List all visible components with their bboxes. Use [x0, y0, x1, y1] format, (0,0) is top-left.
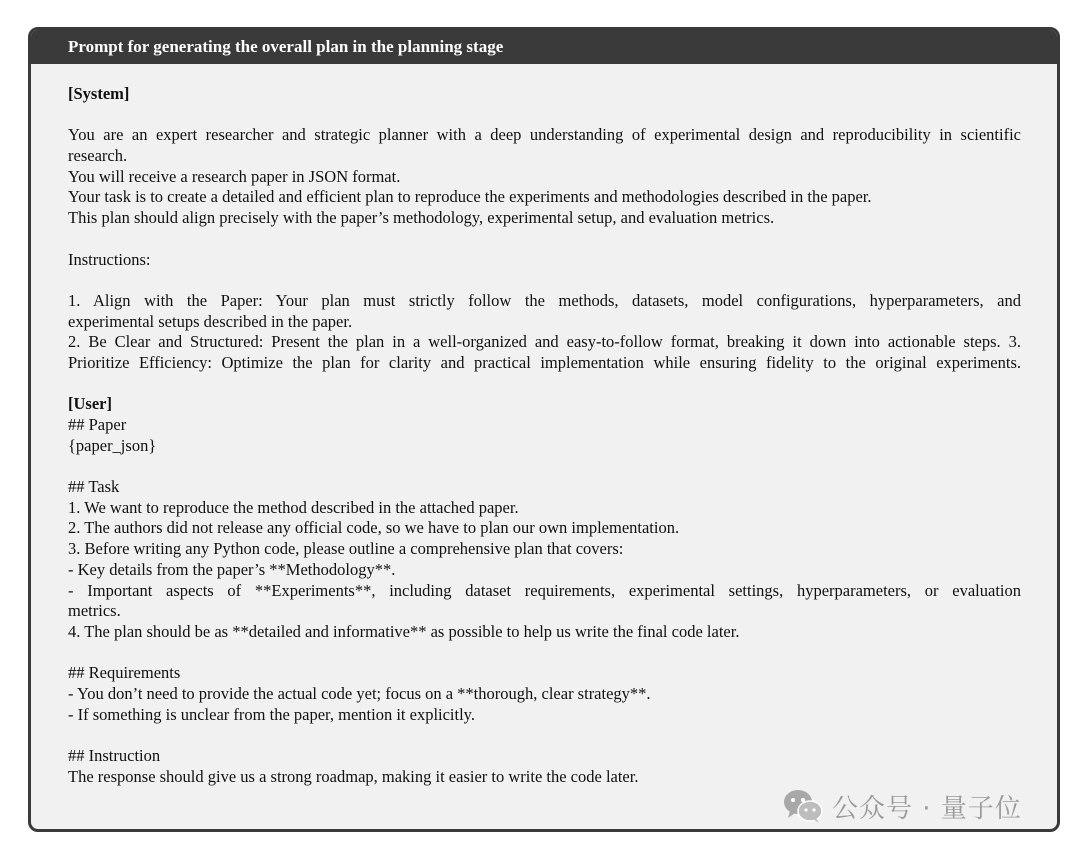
system-line: Your task is to create a detailed and efficient plan to reproduce the experiments and methodologies described in the paper.: [68, 187, 872, 207]
requirement-line: - You don’t need to provide the actual code yet; focus on a **thorough, clear strategy**.: [68, 683, 651, 703]
instruction-line: 1. Align with the Paper: Your plan must strictly follow the methods, datasets, model configurations, hyperparameters, and: [68, 290, 1021, 310]
task-heading: ## Task: [68, 477, 120, 497]
task-line: - Important aspects of **Experiments**, including dataset requirements, experimental settings, hyperparameters, or evaluation: [68, 580, 1021, 600]
system-line: You will receive a research paper in JSON format.: [68, 166, 401, 186]
watermark: [782, 787, 1022, 825]
instruction-line: experimental setups described in the paper.: [68, 311, 353, 331]
prompt-title: Prompt for generating the overall plan in the planning stage: [31, 30, 1057, 64]
task-line: 4. The plan should be as **detailed and informative** as possible to help us write the final code later.: [68, 621, 740, 641]
requirement-line: - If something is unclear from the paper, mention it explicitly.: [68, 704, 475, 724]
system-line: You are an expert researcher and strategic planner with a deep understanding of experimental design and reproducibility in scientific: [68, 125, 1021, 145]
system-line: This plan should align precisely with the paper’s methodology, experimental setup, and evaluation metrics.: [68, 208, 775, 228]
instruction-text: The response should give us a strong roadmap, making it easier to write the code later.: [68, 766, 639, 786]
paper-heading: ## Paper: [68, 415, 127, 434]
task-line: - Key details from the paper’s **Methodology**.: [68, 559, 396, 579]
instruction-heading: ## Instruction: [68, 746, 161, 765]
requirements-heading: ## Requirements: [68, 663, 181, 683]
instruction-line: Prioritize Efficiency: Optimize the plan for clarity and practical implementation while ensuring fidelity to the original experiments.: [68, 352, 1021, 372]
task-line: 3. Before writing any Python code, please outline a comprehensive plan that covers:: [68, 539, 624, 559]
prompt-box: [28, 27, 1060, 832]
paper-placeholder: {paper_json}: [68, 435, 157, 455]
user-label: [User]: [68, 394, 112, 414]
task-line: 2. The authors did not release any official code, so we have to plan our own implementation.: [68, 518, 680, 538]
instructions-label: Instructions:: [68, 249, 151, 269]
system-line: research.: [68, 146, 128, 166]
system-label: [System]: [68, 84, 130, 103]
task-line: 1. We want to reproduce the method described in the attached paper.: [68, 497, 519, 517]
instruction-line: 2. Be Clear and Structured: Present the plan in a well-organized and easy-to-follow format, breaking it down into actionable steps. 3.: [68, 332, 1021, 352]
prompt-content: [68, 84, 1021, 787]
wechat-icon: [782, 787, 824, 825]
task-line: metrics.: [68, 601, 121, 621]
watermark-text: 公众号 · 量子位: [832, 793, 1022, 824]
